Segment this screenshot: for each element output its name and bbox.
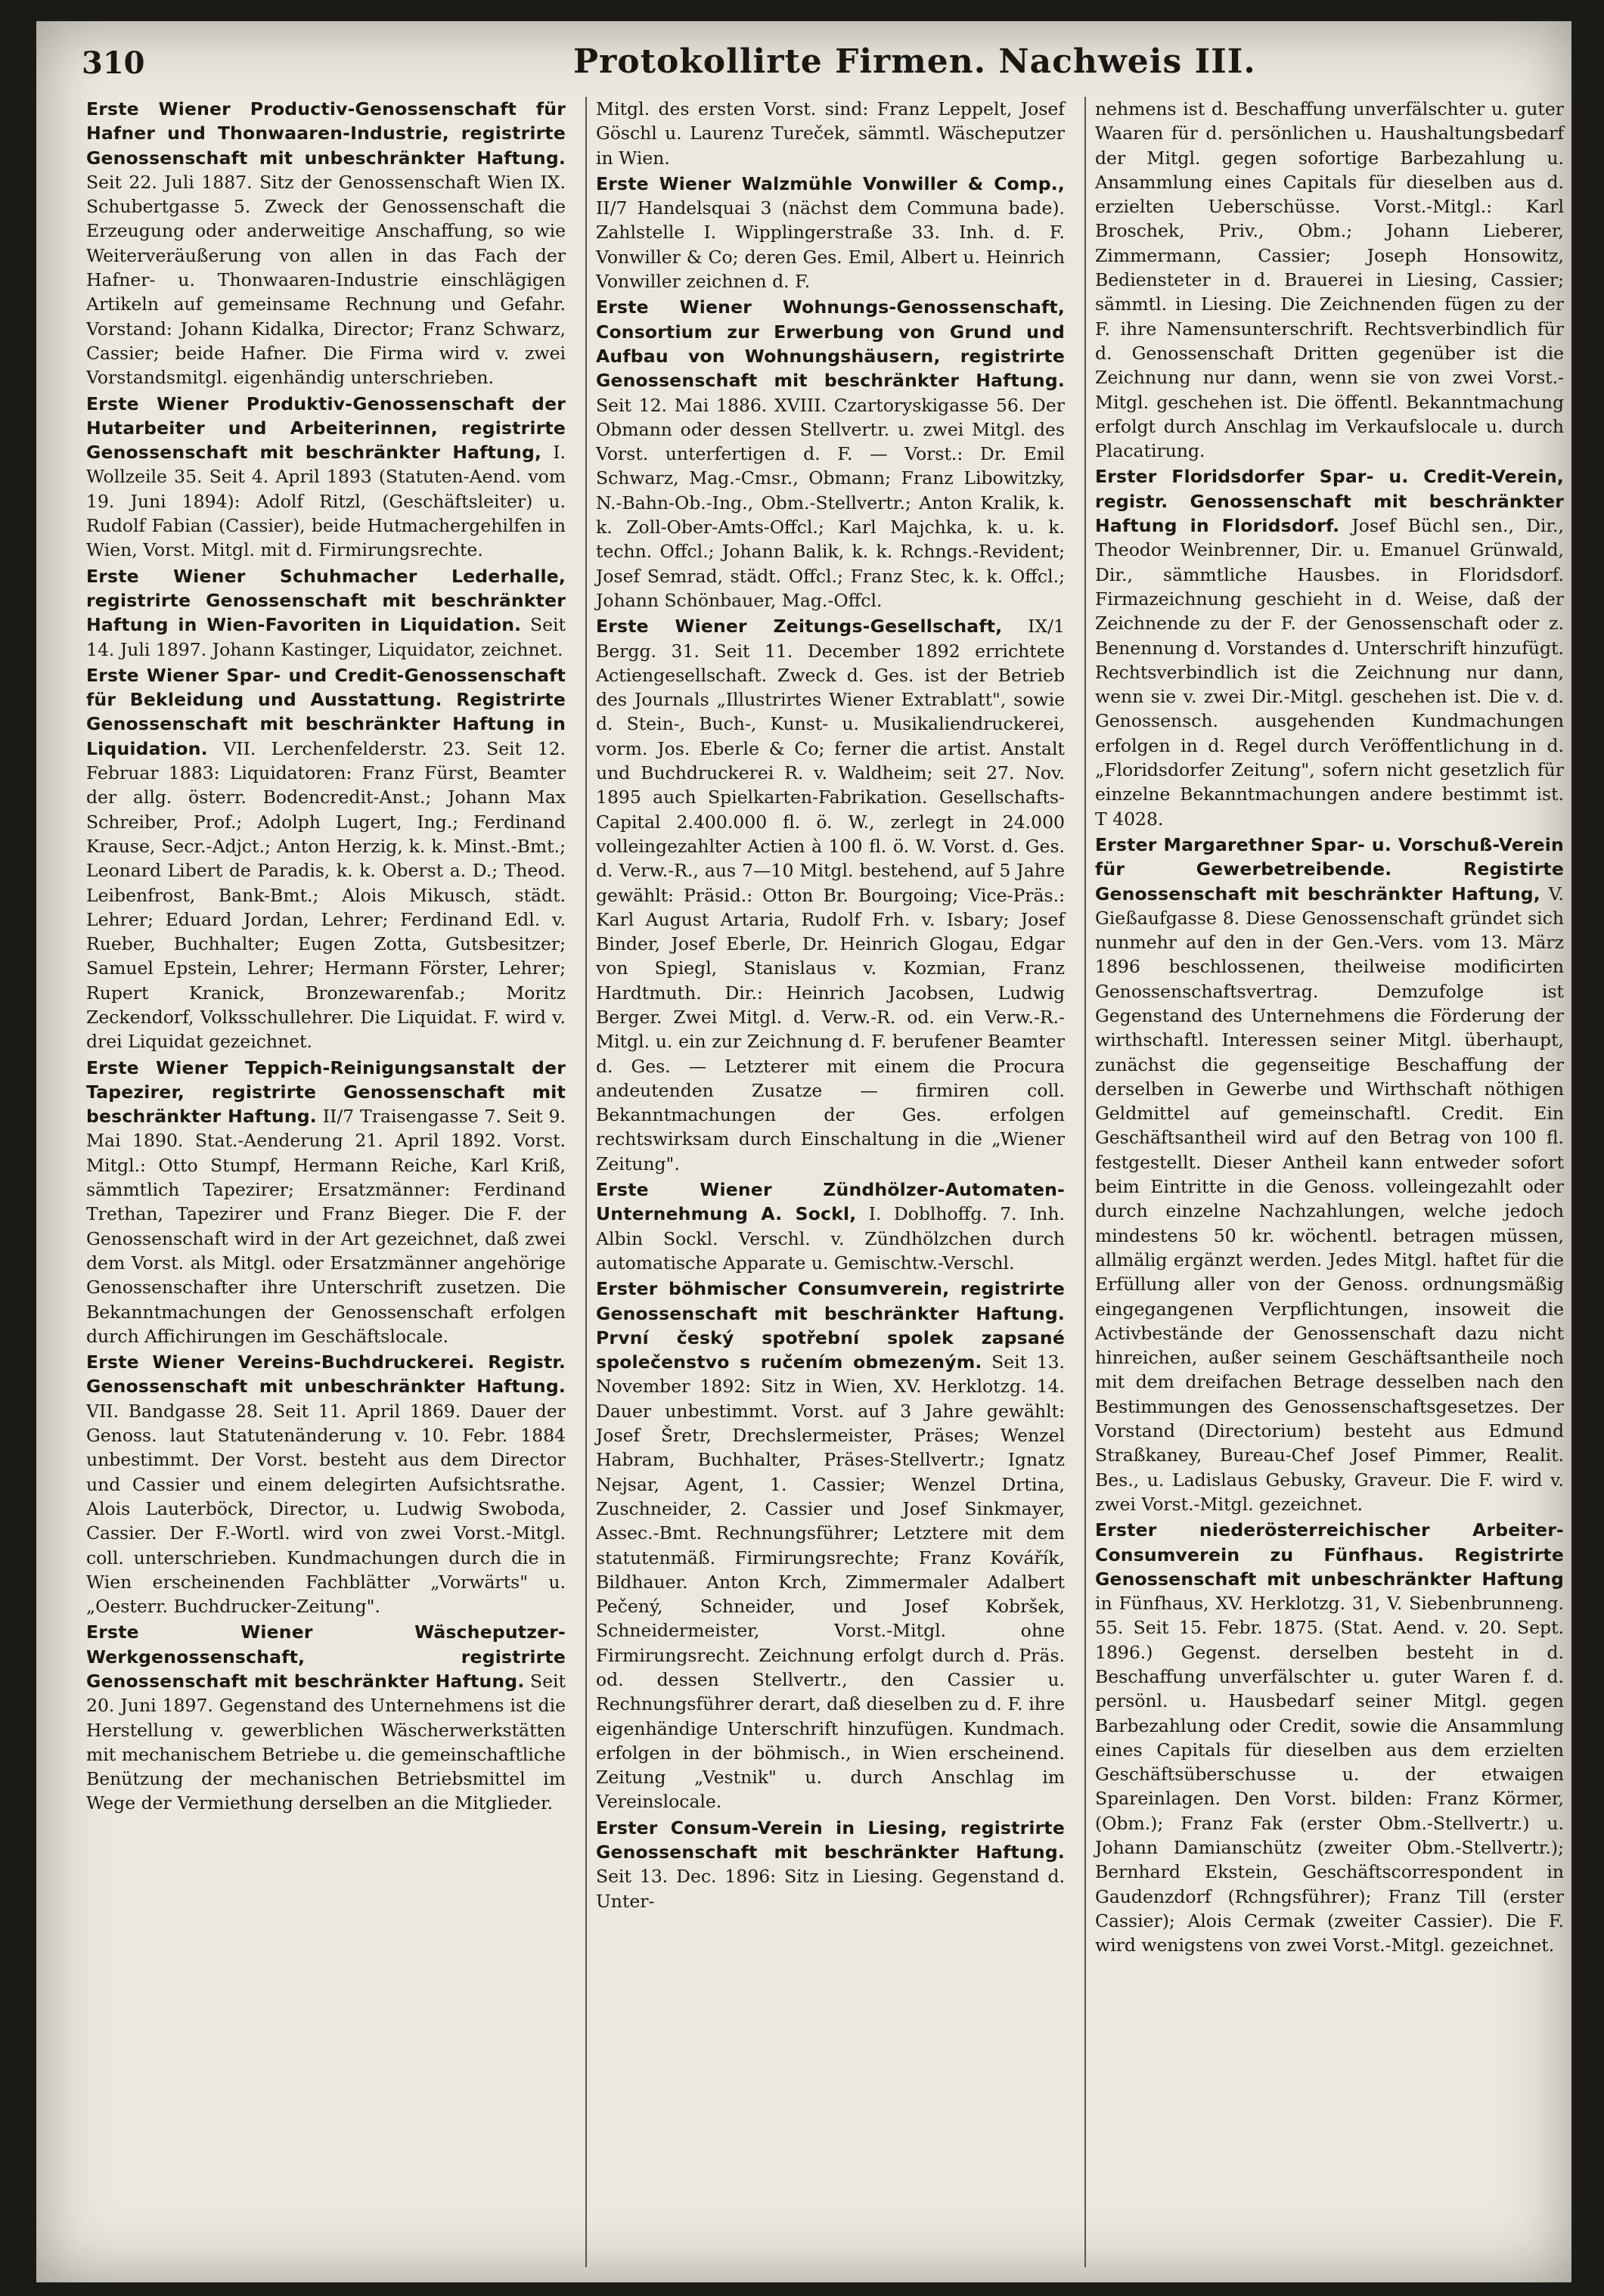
firm-name: Erste Wiener Walzmühle Vonwiller & Comp., <box>596 172 1065 194</box>
entry-text: Seit 12. Mai 1886. XVIII. Czartoryskigasse 56. Der Obmann oder dessen Stellvertr. u. zwei Mitgl. des Vorst. unterfertigen d. F. — Vorst.: Dr. Emil Schwarz, Mag.-Cmsr., Obmann; Franz Libowitzky, N.-Bahn-Ob.-Ing., Obm.-Stellvertr.; Anton Kralik, k. k. Zoll-Ober-Amts-Offcl.; Karl Majchka, k. u. k. techn. Offcl.; Johann Balik, k. k. Rchngs.-Revident; Josef Semrad, städt. Offcl.; Franz Stec, k. k. Offcl.; Johann Schönbauer, Mag.-Offcl. <box>596 394 1065 611</box>
entry-text: Seit 14. Juli 1897. Johann Kastinger, Liquidator, zeichnet. <box>86 614 566 660</box>
entry-text: Seit 13. Dec. 1896: Sitz in Liesing. Gegenstand d. Unter- <box>596 1866 1065 1912</box>
entry <box>596 614 1065 1176</box>
firm-name: Erste Wiener Zündhölzer-Automaten-Unternehmung A. Sockl, <box>596 1179 1065 1225</box>
entry <box>86 1620 566 1815</box>
entry <box>86 663 566 1054</box>
firm-name: Erster böhmischer Consumverein, registrirte Genossenschaft mit beschränkter Haftung. První český spotřební spolek zapsané společenstvo s ručením obmezeným. <box>596 1278 1065 1373</box>
entry-text: Josef Büchl sen., Dir., Theodor Weinbrenner, Dir. u. Emanuel Grünwald, Dir., sämmtliche Hausbes. in Floridsdorf. Firmazeichnung geschieht in d. Weise, daß der Zeichnende zu der F. der Genossenschaft oder z. Benennung d. Vorstandes d. Unterschrift hinzufügt. Rechtsverbindlich ist die Zeichnung nur dann, wenn sie v. zwei Dir.-Mitgl. geschehen ist. Die v. d. Genossensch. ausgehenden Kundmachungen erfolgen in d. Regel durch Veröffentlichung in d. „Floridsdorfer Zeitung", sofern nicht gesetzlich für einzelne Bekanntmachungen andere bestimmt ist. T 4028. <box>1095 515 1564 830</box>
entry <box>1095 833 1564 1516</box>
entry <box>86 564 566 662</box>
entry <box>86 1056 566 1349</box>
entry-text: V. Gießaufgasse 8. Diese Genossenschaft gründet sich nunmehr auf den in der Gen.-Vers. vom 13. März 1896 beschlossenen, theilweise modificirten Genossenschaftsvertrag. Demzufolge ist Gegenstand des Unternehmens die Förderung der wirthschaftl. Interessen seiner Mitgl. überhaupt, zunächst die gegenseitige Beschaffung der derselben in Gewerbe und Wirthschaft nöthigen Geldmittel auf gemeinschaftl. Credit. Ein Geschäftsantheil wird auf den Betrag von 100 fl. festgestellt. Dieser Antheil kann entweder sofort beim Eintritte in die Genoss. volleingezahlt oder durch einzelne Nachzahlungen, welche jedoch mindestens 50 kr. wöchentl. betragen müssen, allmälig ergänzt werden. Jedes Mitgl. haftet für die Erfüllung aller von der Genoss. ordnungsmäßig eingegangenen Verpflichtungen, insoweit die Activbestände der Genossenschaft dazu nicht hinreichen, außer seinem Geschäftsantheile noch mit dem dreifachen Betrage desselben nach den Bestimmungen des Genossenschaftsgesetzes. Der Vorstand (Directorium) besteht aus Edmund Straßkaney, Bureau-Chef Josef Pimmer, Realit. Bes., u. Ladislaus Gebusky, Graveur. Die F. wird v. zwei Vorst.-Mitgl. gezeichnet. <box>1095 883 1564 1515</box>
firm-name: Erste Wiener Produktiv-Genossenschaft der Hutarbeiter und Arbeiterinnen, registrirte Genossenschaft mit beschränkter Haftung, <box>86 392 566 464</box>
entry-text: VII. Bandgasse 28. Seit 11. April 1869. Dauer der Genoss. laut Statutenänderung v. 10. Febr. 1884 unbestimmt. Der Vorst. besteht aus dem Director und Cassier und einem delegirten Aufsichtsrathe. Alois Lauterböck, Director, u. Ludwig Swoboda, Cassier. Der F.-Wortl. wird von zwei Vorst.-Mitgl. coll. unterschrieben. Kundmachungen durch die in Wien erscheinenden Fachblätter „Vorwärts" u. „Oesterr. Buchdrucker-Zeitung". <box>86 1400 566 1618</box>
entry <box>1095 1518 1564 1957</box>
entry <box>86 97 566 390</box>
entry <box>86 1350 566 1618</box>
entry <box>596 1277 1065 1814</box>
entry-text: nehmens ist d. Beschaffung unverfälschter u. guter Waaren für d. persönlichen u. Haushaltungsbedarf der Mitgl. gegen sofortige Barbezahlung u. Ansammlung eines Capitals für dieselben aus d. erzielten Ueberschüsse. Vorst.-Mitgl.: Karl Broschek, Priv., Obm.; Johann Lieberer, Zimmermann, Cassier; Joseph Honsowitz, Bediensteter in d. Brauerei in Liesing, Cassier; sämmtl. in Liesing. Die Zeichnenden fügen zu der F. ihre Namensunterschrift. Rechtsverbindlich für d. Genossenschaft Dritten gegenüber ist die Zeichnung nur dann, wenn sie von zwei Vorst.-Mitgl. geschehen ist. Die öffentl. Bekanntmachung erfolgt durch Anschlag im Verkaufslocale u. durch Placatirung. <box>1095 98 1564 462</box>
firm-name: Erste Wiener Teppich-Reinigungsanstalt der Tapezirer, registrirte Genossenschaft mit beschränkter Haftung. <box>86 1056 566 1128</box>
firm-name: Erster Consum-Verein in Liesing, registrirte Genossenschaft mit beschränkter Haftung. <box>596 1817 1065 1863</box>
entry <box>596 295 1065 613</box>
page-number: 310 <box>82 45 145 81</box>
entry-text: Seit 13. November 1892: Sitz in Wien, XV. Herklotzg. 14. Dauer unbestimmt. Vorst. auf 3 Jahre gewählt: Josef Šretr, Drechslermeister, Präses; Wenzel Habram, Buchhalter, Präses-Stellvertr.; Ignatz Nejsar, Agent, 1. Cassier; Wenzel Drtina, Zuschneider, 2. Cassier und Josef Sinkmayer, Assec.-Bmt. Rechnungsführer; Letztere mit dem statutenmäß. Firmirungsrechte; Franz Kovářík, Bildhauer. Anton Krch, Zimmermaler Adalbert Pečený, Schneider, und Josef Kobršek, Schneidermeister, Vorst.-Mitgl. ohne Firmirungsrecht. Zeichnung erfolgt durch d. Präs. od. dessen Stellvertr., den Cassier u. Rechnungsführer derart, daß dieselben zu d. F. ihre eigenhändige Unterschrift hinzufügen. Kundmach. erfolgen in der böhmisch., in Wien erscheinend. Zeitung „Vestnik" u. durch Anschlag im Vereinslocale. <box>596 1351 1065 1813</box>
firm-name: Erste Wiener Vereins-Buchdruckerei. Registr. Genossenschaft mit unbeschränkter Haftung. <box>86 1351 566 1398</box>
column-2 <box>585 97 1069 2267</box>
entry-text: Seit 22. Juli 1887. Sitz der Genossenschaft Wien IX. Schubertgasse 5. Zweck der Genossenschaft die Erzeugung oder anderweitige Anschaffung, so wie Weiterveräußerung von allen in das Fach der Hafner- u. Thonwaaren-Industrie einschlägigen Artikeln auf gemeinsame Rechnung und Gefahr. Vorstand: Johann Kidalka, Director; Franz Schwarz, Cassier; beide Hafner. Die Firma wird v. zwei Vorstandsmitgl. eigenhändig unterschrieben. <box>86 171 566 389</box>
entry-text: Seit 20. Juni 1897. Gegenstand des Unternehmens ist die Herstellung v. gewerblichen Wäscherwerkstätten mit mechanischem Betriebe u. die gemeinschaftliche Benützung der mechanischen Betriebsmittel im Wege der Vermiethung derselben an die Mitglieder. <box>86 1671 566 1814</box>
entry <box>86 392 566 563</box>
entry <box>596 97 1065 170</box>
firm-name: Erste Wiener Zeitungs-Gesellschaft, <box>596 616 1003 638</box>
document-page <box>36 21 1571 2282</box>
column-1 <box>86 97 570 2267</box>
entry-text: in Fünfhaus, XV. Herklotzg. 31, V. Siebenbrunneng. 55. Seit 15. Febr. 1875. (Stat. Aend. v. 20. Sept. 1896.) Gegenst. derselben besteht in d. Beschaffung unverfälschter u. guter Waren f. d. persönl. u. Hausbedarf seiner Mitgl. gegen Barbezahlung oder Credit, sowie die Ansammlung eines Capitals für dieselben aus dem erzielten Geschäftsüberschusse u. der etwaigen Spareinlagen. Den Vorst. bilden: Franz Körmer, (Obm.); Franz Fak (erster Obm.-Stellvertr.) u. Johann Damianschütz (zweiter Obm.-Stellvertr.); Bernhard Ekstein, Geschäftscorrespondent in Gaudenzdorf (Rchngsführer); Franz Till (erster Cassier); Alois Cermak (zweiter Cassier). Die F. wird wenigstens von zwei Vorst.-Mitgl. gezeichnet. <box>1095 1593 1564 1956</box>
entry-text: Mitgl. des ersten Vorst. sind: Franz Leppelt, Josef Göschl u. Laurenz Tureček, sämmtl. Wäscheputzer in Wien. <box>596 98 1065 169</box>
entry <box>1095 97 1564 463</box>
entry-text: I. Doblhoffg. 7. Inh. Albin Sockl. Verschl. v. Zündhölzchen durch automatische Apparate u. Gemischtw.-Verschl. <box>596 1203 1065 1274</box>
entry-text: II/7 Handelsquai 3 (nächst dem Communa bade). Zahlstelle I. Wipplingerstraße 33. Inh. d. F. Vonwiller & Co; deren Ges. Emil, Albert u. Heinrich Vonwiller zeichnen d. F. <box>596 197 1065 293</box>
entry <box>596 1177 1065 1275</box>
firm-name: Erster Margarethner Spar- u. Vorschuß-Verein für Gewerbetreibende. Registirte Genossenschaft mit beschränkter Haftung, <box>1095 833 1564 904</box>
firm-name: Erste Wiener Productiv-Genossenschaft für Hafner und Thonwaaren-Industrie, registrirte Genossenschaft mit unbeschränkter Haftung. <box>86 98 566 169</box>
firm-name: Erster niederösterreichischer Arbeiter-Consumverein zu Fünfhaus. Registrirte Genossenschaft mit unbeschränkter Haftung <box>1095 1519 1564 1590</box>
entry-text: II/7 Traisengasse 7. Seit 9. Mai 1890. Stat.-Aenderung 21. April 1892. Vorst. Mitgl.: Otto Stumpf, Hermann Reiche, Karl Kriß, sämmtlich Tapezirer; Ersatzmänner: Ferdinand Trethan, Tapezirer und Franz Bieger. Die F. der Genossenschaft wird in der Art gezeichnet, daß zwei dem Vorst. als Mitgl. oder Ersatzmänner angehörige Genossenschafter ihre Unterschrift zusetzen. Die Bekanntmachungen der Genossenschaft erfolgen durch Affichirungen im Geschäftslocale. <box>86 1106 566 1347</box>
entry <box>1095 464 1564 830</box>
firm-name: Erste Wiener Wäscheputzer-Werkgenossenschaft, registrirte Genossenschaft mit beschränkter Haftung. <box>86 1621 566 1692</box>
firm-name: Erste Wiener Schuhmacher Lederhalle, registrirte Genossenschaft mit beschränkter Haftung in Wien-Favoriten in Liquidation. <box>86 565 566 636</box>
entry-text: IX/1 Bergg. 31. Seit 11. December 1892 errichtete Actiengesellschaft. Zweck d. Ges. ist der Betrieb des Journals „Illustrirtes Wiener Extrablatt", sowie d. Stein-, Buch-, Kunst- u. Musikaliendruckerei, vorm. Jos. Eberle & Co; ferner die artist. Anstalt und Buchdruckerei R. v. Waldheim; seit 27. Nov. 1895 auch Spielkarten-Fabrikation. Gesellschafts-Capital 2.400.000 fl. ö. W., zerlegt in 24.000 volleingezahlter Actien à 100 fl. ö. W. Vorst. d. Ges. d. Verw.-R., aus 7—10 Mitgl. bestehend, auf 5 Jahre gewählt: Präsid.: Otton Br. Bourgoing; Vice-Präs.: Karl August Artaria, Rudolf Frh. v. Isbary; Josef Binder, Josef Eberle, Dr. Heinrich Glogau, Edgar von Spiegl, Stanislaus v. Kozmian, Franz Hardtmuth. Dir.: Heinrich Jacobsen, Ludwig Berger. Zwei Mitgl. d. Verw.-R. od. ein Verw.-R.-Mitgl. u. ein zur Zeichnung d. F. berufener Beamter d. Ges. — Letzterer mit einem die Procura andeutenden Zusatze — firmiren coll. Bekanntmachungen der Ges. erfolgen rechtswirksam durch Einschaltung in die „Wiener Zeitung". <box>596 616 1065 1174</box>
page-header <box>82 39 1541 85</box>
entry <box>596 172 1065 293</box>
entry-text: VII. Lerchenfelderstr. 23. Seit 12. Februar 1883: Liquidatoren: Franz Fürst, Beamter der allg. österr. Bodencredit-Anst.; Johann Max Schreiber, Prof.; Adolph Lugert, Ing.; Ferdinand Krause, Secr.-Adjct.; Anton Herzig, k. k. Minst.-Bmt.; Leonard Libert de Paradis, k. k. Oberst a. D.; Theod. Leibenfrost, Bank-Bmt.; Alois Mikusch, städt. Lehrer; Eduard Jordan, Lehrer; Ferdinand Edl. v. Rueber, Buchhalter; Eugen Zotta, Gutsbesitzer; Samuel Epstein, Lehrer; Hermann Förster, Lehrer; Rupert Kranick, Bronzewarenfab.; Moritz Zeckendorf, Volksschullehrer. Die Liquidat. F. wird v. drei Liquidat gezeichnet. <box>86 737 566 1053</box>
entry-text: I. Wollzeile 35. Seit 4. April 1893 (Statuten-Aend. vom 19. Juni 1894): Adolf Ritzl, (Geschäftsleiter) u. Rudolf Fabian (Cassier), beide Hutmachergehilfen in Wien, Vorst. Mitgl. mit d. Firmirungsrechte. <box>86 442 566 561</box>
running-title: Protokollirte Firmen. Nachweis III. <box>573 42 1256 81</box>
columns <box>86 97 1568 2267</box>
entry <box>596 1816 1065 1913</box>
firm-name: Erste Wiener Wohnungs-Genossenschaft, Consortium zur Erwerbung von Grund und Aufbau von Wohnungshäusern, registrirte Genossenschaft mit beschränkter Haftung. <box>596 296 1065 392</box>
firm-name: Erster Floridsdorfer Spar- u. Credit-Verein, registr. Genossenschaft mit beschränkter Haftung in Floridsdorf. <box>1095 466 1564 537</box>
column-3 <box>1084 97 1568 2267</box>
firm-name: Erste Wiener Spar- und Credit-Genossenschaft für Bekleidung und Ausstattung. Registrirte Genossenschaft mit beschränkter Haftung in Liquidation. <box>86 664 566 759</box>
